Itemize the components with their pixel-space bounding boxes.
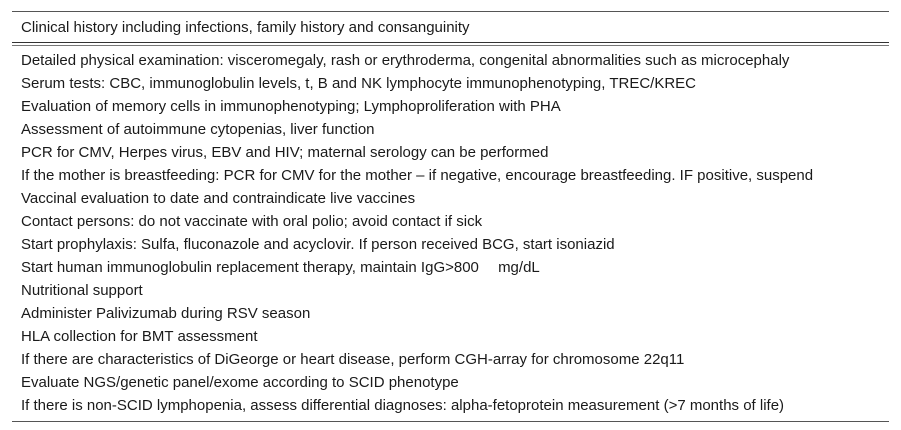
table-row: PCR for CMV, Herpes virus, EBV and HIV; maternal serology can be performed xyxy=(21,144,549,161)
table-row: Evaluation of memory cells in immunophenotyping; Lymphoproliferation with PHA xyxy=(21,98,561,115)
table-bottom-rule xyxy=(12,421,889,422)
table-header-cell: Clinical history including infections, family history and consanguinity xyxy=(21,18,470,36)
table-row: Start prophylaxis: Sulfa, fluconazole and acyclovir. If person received BCG, start isoniazid xyxy=(21,236,615,253)
table-body xyxy=(12,46,889,421)
table-row: If the mother is breastfeeding: PCR for CMV for the mother – if negative, encourage breastfeeding. IF positive, suspend xyxy=(21,167,814,184)
table-row: Contact persons: do not vaccinate with oral polio; avoid contact if sick xyxy=(21,213,483,230)
table-row: HLA collection for BMT assessment xyxy=(21,328,258,345)
table-row: Serum tests: CBC, immunoglobulin levels, t, B and NK lymphocyte immunophenotyping, TREC/KREC xyxy=(21,75,697,92)
table-row: Vaccinal evaluation to date and contraindicate live vaccines xyxy=(21,190,416,207)
header-divider xyxy=(12,42,889,43)
table-row: Administer Palivizumab during RSV season xyxy=(21,305,311,322)
table-row: Evaluate NGS/genetic panel/exome according to SCID phenotype xyxy=(21,374,459,391)
table-row: If there are characteristics of DiGeorge or heart disease, perform CGH-array for chromosome 22q11 xyxy=(21,351,685,368)
table-row: Assessment of autoimmune cytopenias, liver function xyxy=(21,121,375,138)
table-row: Start human immunoglobulin replacement therapy, maintain IgG>800 mg/dL xyxy=(21,259,540,276)
table-row: Detailed physical examination: visceromegaly, rash or erythroderma, congenital abnormalities such as microcephaly xyxy=(21,52,790,69)
table-row: If there is non-SCID lymphopenia, assess differential diagnoses: alpha-fetoprotein measurement (>7 months of life) xyxy=(21,397,785,414)
clinical-workup-table xyxy=(12,11,889,422)
table-row: Nutritional support xyxy=(21,282,143,299)
